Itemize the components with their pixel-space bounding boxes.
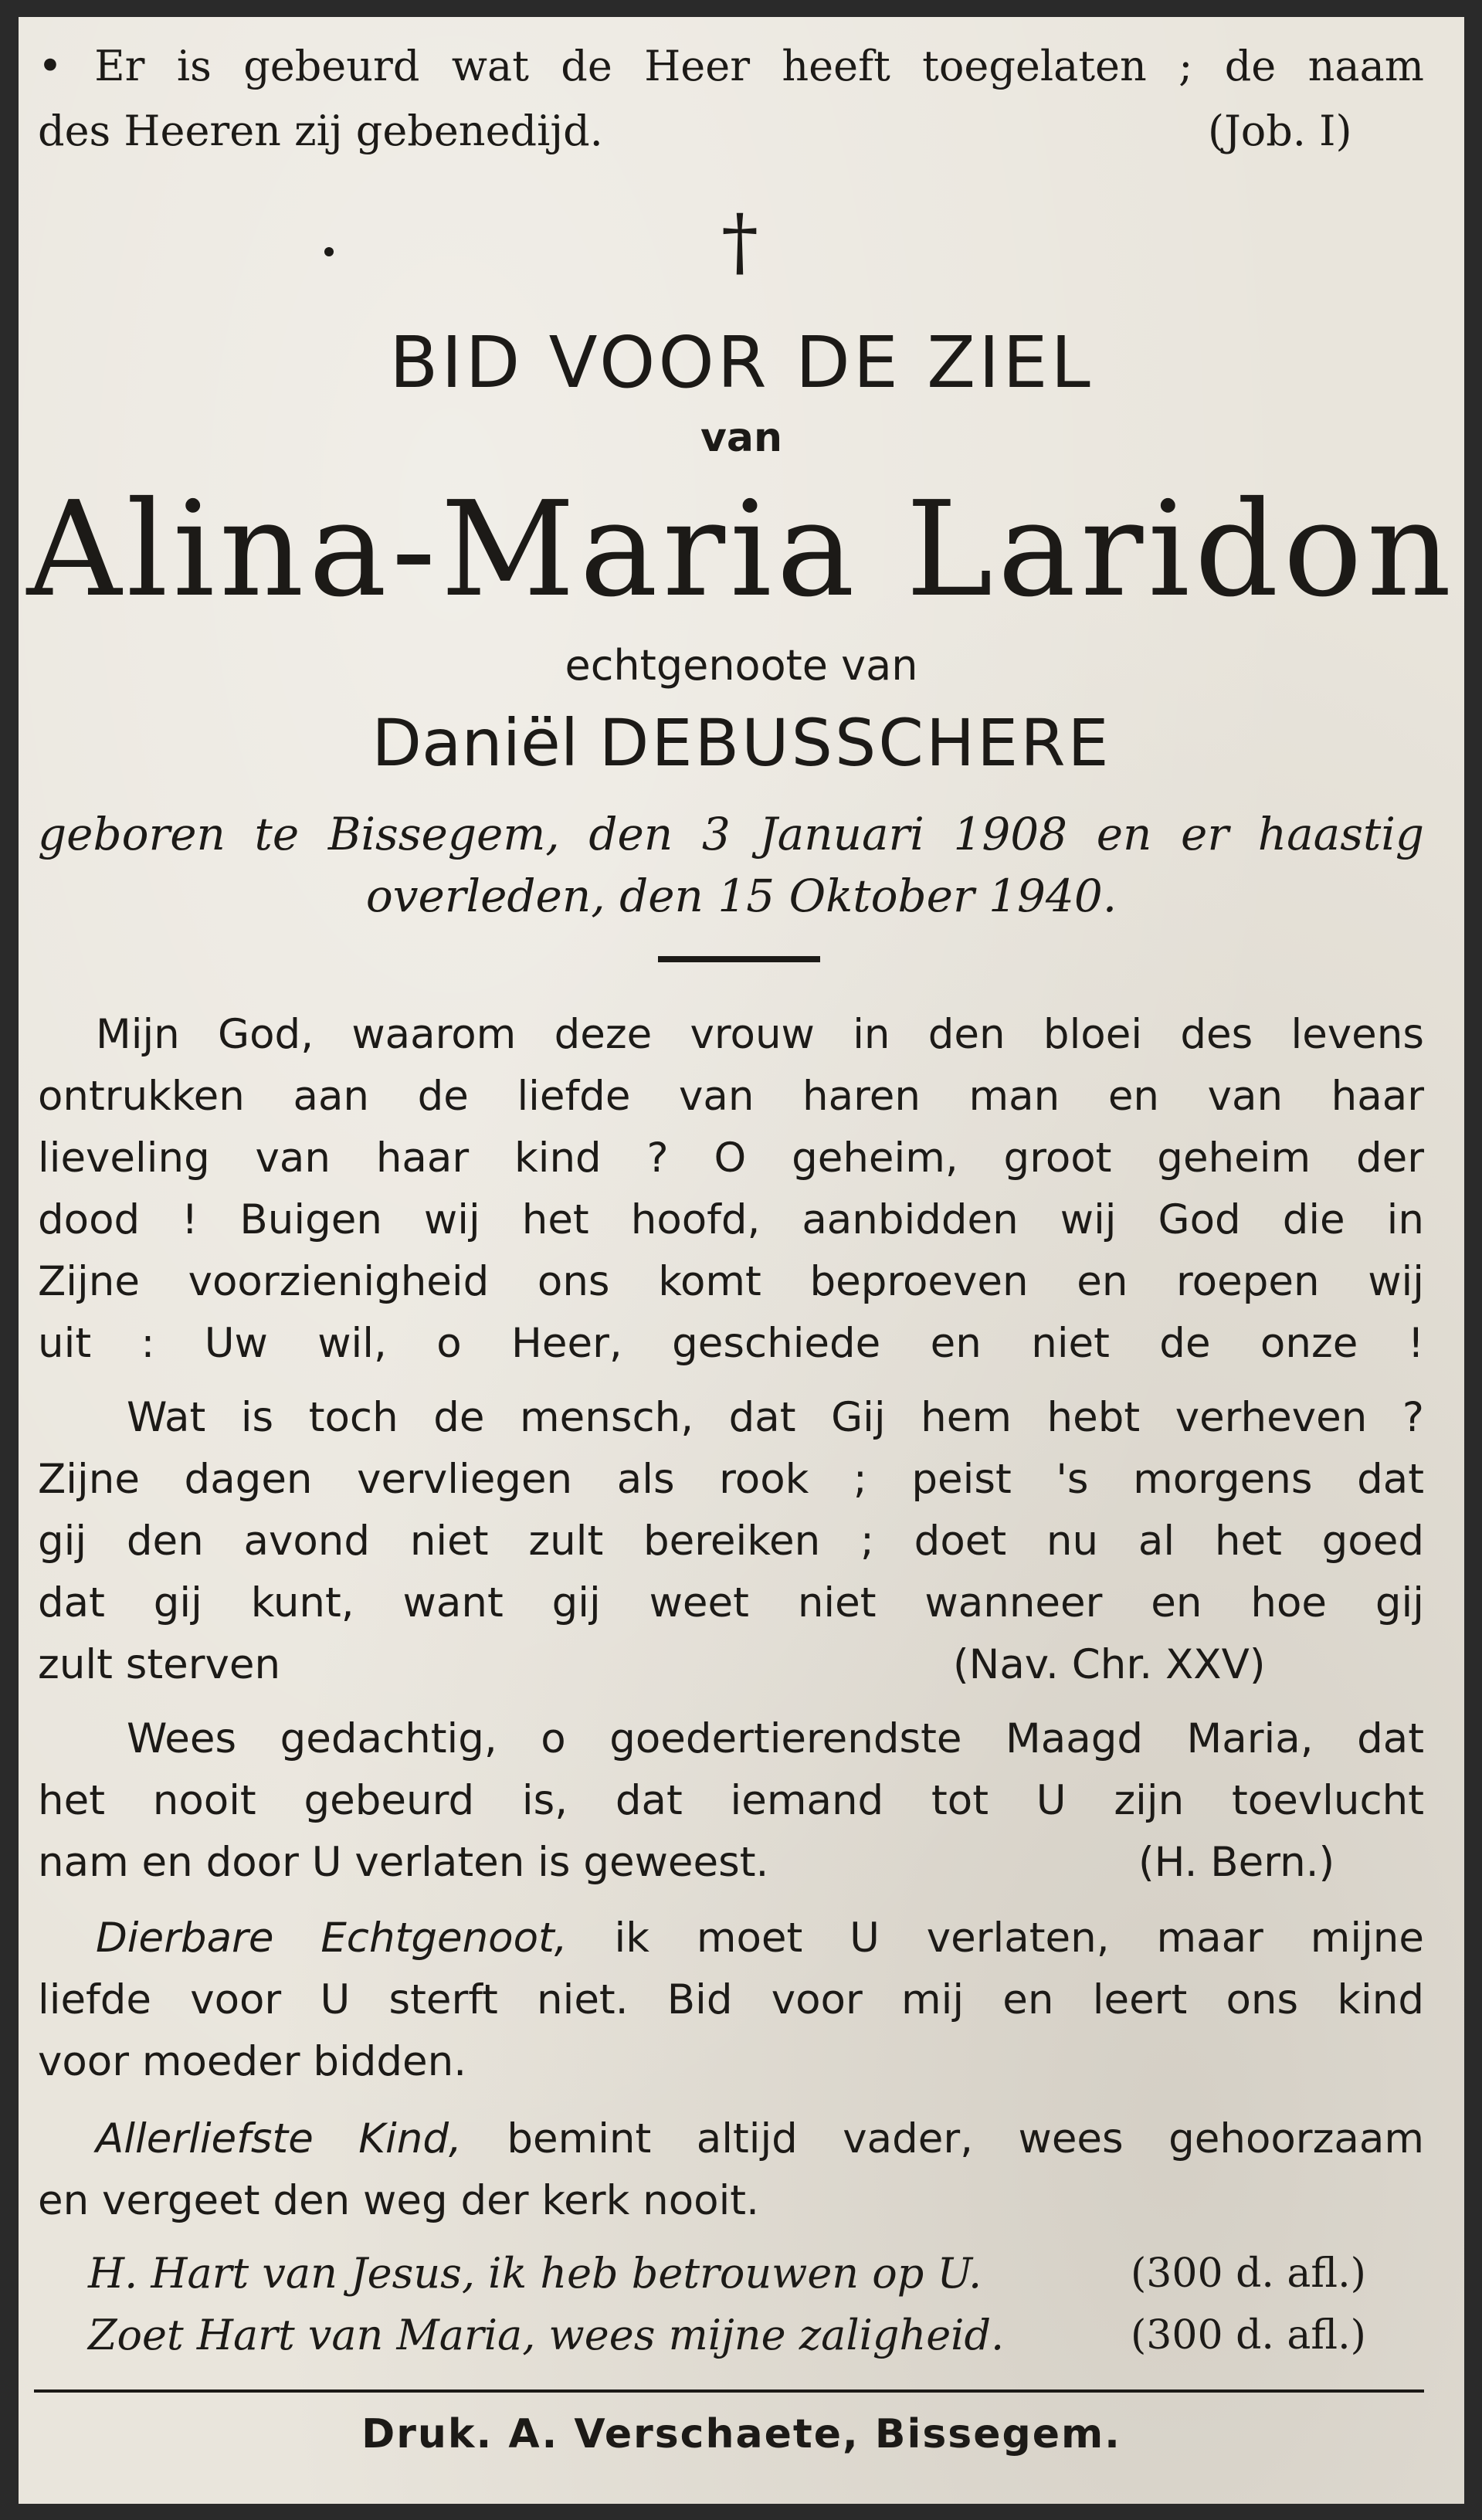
- heading-van: van: [700, 415, 782, 461]
- prayer-1-indulgence: (300 d. afl.): [1131, 2250, 1366, 2297]
- prayer-1: H. Hart van Jesus, ik heb betrouwen op U.: [88, 2249, 982, 2298]
- deceased-name: Alina-Maria Laridon: [26, 473, 1457, 626]
- cross-icon: †: [721, 198, 758, 285]
- birth-line: geboren te Bissegem, den 3 Januari 1908 en er haastig: [38, 808, 1424, 860]
- spouse-name: [19, 697, 1464, 789]
- p4-rest: ik moet U verlaten, maar mijne: [614, 1915, 1424, 1962]
- memorial-card: [19, 17, 1464, 2504]
- prayer-2-indulgence: (300 d. afl.): [1131, 2312, 1366, 2359]
- p4-lead: Dierbare Echtgenoot,: [96, 1915, 568, 1962]
- prayer-2: Zoet Hart van Maria, wees mijne zaligheid.: [88, 2311, 1005, 2359]
- p5-line-1: [96, 2108, 1424, 2170]
- p5-line-2: en vergeet den weg der kerk nooit.: [38, 2177, 759, 2224]
- p5-rest: bemint altijd vader, wees gehoorzaam: [507, 2115, 1424, 2162]
- spouse-intro: echtgenoote van: [565, 641, 918, 690]
- divider: [658, 956, 820, 962]
- p4-line-1: [96, 1908, 1424, 1969]
- p2-reference: (Nav. Chr. XXV): [953, 1641, 1266, 1688]
- p1-line-5: Zijne voorzienigheid ons komt beproeven en roepen wij: [38, 1258, 1424, 1305]
- printer-credit: Druk. A. Verschaete, Bissegem.: [361, 2411, 1121, 2457]
- p4-line-3: voor moeder bidden.: [38, 2038, 467, 2085]
- p2-line-3: gij den avond niet zult bereiken ; doet nu al het goed: [38, 1518, 1424, 1565]
- p2-line-2: Zijne dagen vervliegen als rook ; peist 's morgens dat: [38, 1456, 1424, 1503]
- p1-line-2: ontrukken aan de liefde van haren man en van haar: [38, 1073, 1424, 1120]
- verse-reference: (Job. I): [1208, 107, 1352, 155]
- verse-line-2: des Heeren zij gebenedijd.: [38, 107, 603, 155]
- p1-line-6: uit : Uw wil, o Heer, geschiede en niet de onze !: [38, 1320, 1424, 1367]
- p2-line-1: Wat is toch de mensch, dat Gij hem hebt verheven ?: [127, 1394, 1424, 1441]
- p3-line-2: het nooit gebeurd is, dat iemand tot U zijn toevlucht: [38, 1777, 1424, 1824]
- p1-line-1: Mijn God, waarom deze vrouw in den bloei des levens: [96, 1011, 1424, 1058]
- footer-rule: [34, 2389, 1424, 2393]
- p3-line-1: Wees gedachtig, o goedertierendste Maagd Maria, dat: [127, 1715, 1424, 1762]
- p2-line-4: dat gij kunt, want gij weet niet wanneer en hoe gij: [38, 1579, 1424, 1626]
- spouse-last-name: DEBUSSCHERE: [599, 705, 1111, 781]
- p1-line-3: lieveling van haar kind ? O geheim, groot geheim der: [38, 1135, 1424, 1182]
- dot-ornament: [324, 247, 334, 256]
- heading-title: BID VOOR DE ZIEL: [389, 321, 1094, 404]
- p4-line-2: liefde voor U sterft niet. Bid voor mij en leert ons kind: [38, 1976, 1424, 2023]
- p5-lead: Allerliefste Kind,: [96, 2115, 462, 2162]
- p3-line-3: nam en door U verlaten is geweest.: [38, 1839, 769, 1886]
- death-line: overleden, den 15 Oktober 1940.: [365, 870, 1117, 922]
- verse-line-1: • Er is gebeurd wat de Heer heeft toegelaten ; de naam: [38, 42, 1424, 90]
- p2-line-5: zult sterven: [38, 1641, 281, 1688]
- p3-reference: (H. Bern.): [1138, 1839, 1335, 1886]
- spouse-first-name: Daniël: [371, 705, 579, 781]
- p1-line-4: dood ! Buigen wij het hoofd, aanbidden wij God die in: [38, 1196, 1424, 1243]
